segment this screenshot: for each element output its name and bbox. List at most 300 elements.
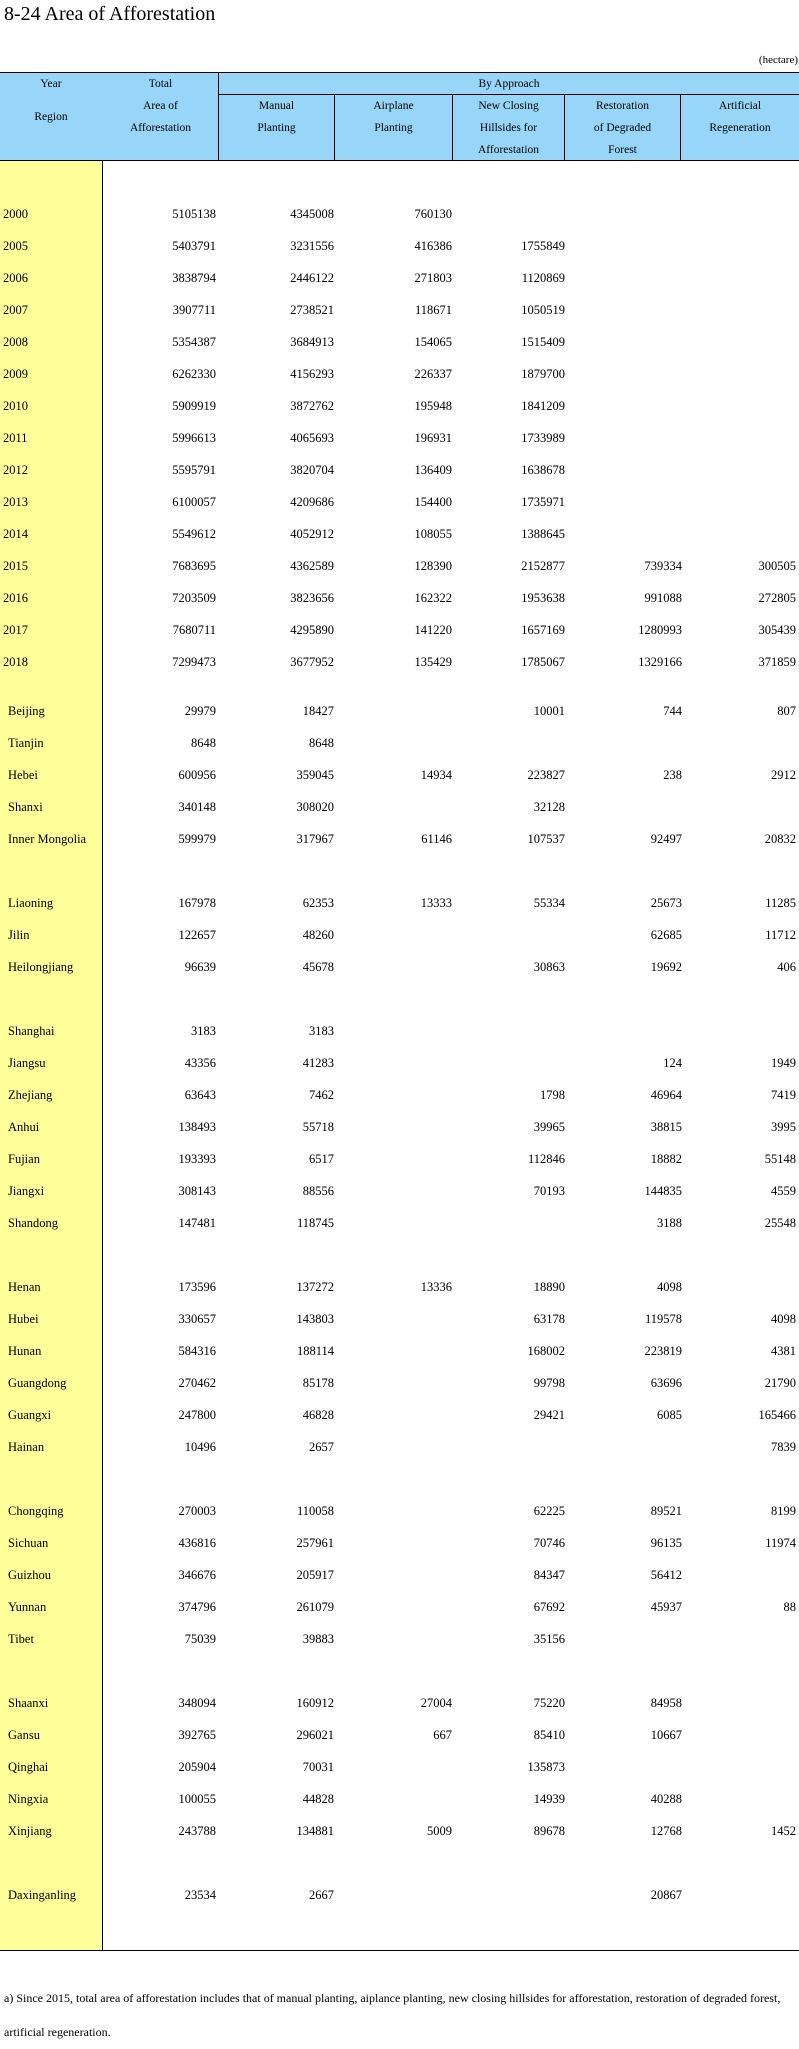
restoration-value: 991088 [644,591,682,605]
region-label: Xinjiang [8,1824,52,1838]
table-row [0,759,799,791]
table-header [0,72,799,161]
total-value: 3907711 [172,303,216,317]
total-value: 96639 [184,960,216,974]
airplane-value: 5009 [427,1824,452,1838]
region-label: Shandong [8,1216,58,1230]
closing-value: 14939 [533,1792,565,1806]
total-value: 6262330 [172,367,216,381]
manual-value: 2657 [309,1440,334,1454]
region-label: Henan [8,1280,41,1294]
table-row [0,1591,799,1623]
region-label: Yunnan [8,1600,47,1614]
header-rule [564,94,565,160]
manual-value: 2446122 [290,271,334,285]
closing-value: 1879700 [521,367,565,381]
manual-value: 85178 [302,1376,334,1390]
airplane-value: 162322 [414,591,452,605]
manual-value: 70031 [302,1760,334,1774]
year-label: 2013 [3,495,28,509]
year-label: 2014 [3,527,28,541]
artificial-value: 7419 [771,1088,796,1102]
table-row [0,646,799,678]
artificial-value: 3995 [771,1120,796,1134]
header-rule [218,73,219,160]
year-label: 2009 [3,367,28,381]
closing-value: 67692 [533,1600,565,1614]
total-value: 7683695 [172,559,216,573]
restoration-value: 96135 [650,1536,682,1550]
header-manual-line-1: Manual [258,100,295,112]
year-label: 2010 [3,399,28,413]
total-value: 100055 [178,1792,216,1806]
closing-value: 223827 [527,768,565,782]
header-artificial-line-1: Artificial [718,100,762,112]
total-value: 63643 [184,1088,216,1102]
region-label: Hainan [8,1440,45,1454]
total-value: 374796 [178,1600,216,1614]
table-row [0,1815,799,1847]
manual-value: 3820704 [290,463,334,477]
closing-value: 1515409 [521,335,565,349]
year-label: 2005 [3,239,28,253]
total-value: 7299473 [172,655,216,669]
table-row [0,1495,799,1527]
header-artificial-line-2: Regeneration [709,122,771,134]
header-artificial [681,95,799,139]
manual-value: 134881 [296,1824,334,1838]
artificial-value: 1452 [771,1824,796,1838]
restoration-value: 744 [663,704,682,718]
airplane-value: 141220 [414,623,452,637]
table-row [0,326,799,358]
total-value: 138493 [178,1120,216,1134]
header-closing-line-3: Afforestation [477,144,540,156]
restoration-value: 3188 [657,1216,682,1230]
total-value: 7203509 [172,591,216,605]
total-value: 29979 [184,704,216,718]
total-value: 173596 [178,1280,216,1294]
manual-value: 88556 [302,1184,334,1198]
airplane-value: 226337 [414,367,452,381]
total-value: 5403791 [172,239,216,253]
closing-value: 1953638 [521,591,565,605]
region-label: Jiangsu [8,1056,46,1070]
restoration-value: 20867 [650,1888,682,1902]
total-value: 584316 [178,1344,216,1358]
restoration-value: 238 [663,768,682,782]
region-label: Guangxi [8,1408,52,1422]
airplane-value: 27004 [420,1696,452,1710]
restoration-value: 119578 [644,1312,682,1326]
table-row [0,230,799,262]
table-row [0,823,799,855]
table-row [0,1335,799,1367]
total-value: 8648 [191,736,216,750]
header-year: Year [40,78,62,90]
airplane-value: 136409 [414,463,452,477]
region-label: Zhejiang [8,1088,53,1102]
region-label: Qinghai [8,1760,49,1774]
header-airplane-line-1: Airplane [373,100,414,112]
restoration-value: 45937 [650,1600,682,1614]
total-value: 599979 [178,832,216,846]
airplane-value: 667 [433,1728,452,1742]
unit-label: (hectare) [758,54,798,66]
table-row [0,1079,799,1111]
artificial-value: 300505 [758,559,796,573]
airplane-value: 128390 [414,559,452,573]
total-value: 193393 [178,1152,216,1166]
manual-value: 4295890 [290,623,334,637]
header-rule [680,94,681,160]
table-row [0,294,799,326]
manual-value: 3684913 [290,335,334,349]
total-value: 5996613 [172,431,216,445]
manual-value: 3183 [309,1024,334,1038]
artificial-value: 4381 [771,1344,796,1358]
table-row [0,1783,799,1815]
page-title: 8-24 Area of Afforestation [4,3,216,25]
header-airplane [335,95,452,139]
closing-value: 1657169 [521,623,565,637]
region-label: Tianjin [8,736,44,750]
manual-value: 44828 [302,1792,334,1806]
table-row [0,518,799,550]
closing-value: 107537 [527,832,565,846]
table-row [0,887,799,919]
artificial-value: 305439 [758,623,796,637]
manual-value: 3677952 [290,655,334,669]
closing-value: 168002 [527,1344,565,1358]
header-restoration-line-1: Restoration [595,100,650,112]
closing-value: 84347 [533,1568,565,1582]
restoration-value: 1329166 [638,655,682,669]
table-row [0,1879,799,1911]
region-label: Inner Mongolia [8,832,87,846]
airplane-value: 14934 [420,768,452,782]
closing-value: 55334 [533,896,565,910]
closing-value: 99798 [533,1376,565,1390]
table-row [0,1111,799,1143]
table-row [0,198,799,230]
total-value: 10496 [184,1440,216,1454]
manual-value: 160912 [296,1696,334,1710]
total-value: 205904 [178,1760,216,1774]
closing-value: 32128 [533,800,565,814]
table-row [0,791,799,823]
artificial-value: 807 [777,704,796,718]
manual-value: 62353 [302,896,334,910]
region-label: Fujian [8,1152,40,1166]
table-row [0,1399,799,1431]
region-label: Liaoning [8,896,54,910]
total-value: 348094 [178,1696,216,1710]
table-row [0,422,799,454]
closing-value: 10001 [533,704,565,718]
total-value: 247800 [178,1408,216,1422]
manual-value: 143803 [296,1312,334,1326]
total-value: 3838794 [172,271,216,285]
region-label: Hebei [8,768,38,782]
footnote: a) Since 2015, total area of afforestation includes that of manual planting, aiplance planting, new closing hillsides for afforestation, restoration of degraded forest, artificial regeneration. [4,1991,781,2039]
manual-value: 261079 [296,1600,334,1614]
region-label: Gansu [8,1728,40,1742]
table-row [0,1303,799,1335]
total-value: 75039 [184,1632,216,1646]
restoration-value: 739334 [644,559,682,573]
manual-value: 4345008 [290,207,334,221]
closing-value: 70193 [533,1184,565,1198]
region-label: Daxinganling [8,1888,77,1902]
total-value: 436816 [178,1536,216,1550]
total-value: 7680711 [172,623,216,637]
restoration-value: 19692 [650,960,682,974]
closing-value: 85410 [533,1728,565,1742]
table-row [0,1143,799,1175]
table-row [0,550,799,582]
closing-value: 39965 [533,1120,565,1134]
total-value: 600956 [178,768,216,782]
manual-value: 2738521 [290,303,334,317]
closing-value: 29421 [533,1408,565,1422]
restoration-value: 124 [663,1056,682,1070]
restoration-value: 84958 [650,1696,682,1710]
closing-value: 30863 [533,960,565,974]
closing-value: 1733989 [521,431,565,445]
total-value: 5595791 [172,463,216,477]
manual-value: 3823656 [290,591,334,605]
manual-value: 110058 [296,1504,334,1518]
region-label: Anhui [8,1120,40,1134]
airplane-value: 154400 [414,495,452,509]
table-row [0,1527,799,1559]
manual-value: 4065693 [290,431,334,445]
closing-value: 1638678 [521,463,565,477]
artificial-value: 21790 [764,1376,796,1390]
artificial-value: 2912 [771,768,796,782]
table-row [0,1431,799,1463]
year-label: 2011 [3,431,28,445]
header-total-line-2: Area of [143,100,178,112]
artificial-value: 11285 [765,896,796,910]
region-label: Heilongjiang [8,960,74,974]
restoration-value: 4098 [657,1280,682,1294]
artificial-value: 8199 [771,1504,796,1518]
manual-value: 7462 [309,1088,334,1102]
region-label: Guangdong [8,1376,67,1390]
manual-value: 48260 [302,928,334,942]
artificial-value: 1949 [771,1056,796,1070]
closing-value: 70746 [533,1536,565,1550]
artificial-value: 165466 [758,1408,796,1422]
manual-value: 41283 [302,1056,334,1070]
restoration-value: 18882 [650,1152,682,1166]
header-closing-line-2: Hillsides for [479,122,538,134]
manual-value: 55718 [302,1120,334,1134]
table-row [0,582,799,614]
artificial-value: 55148 [764,1152,796,1166]
table-row [0,727,799,759]
year-label: 2008 [3,335,28,349]
closing-value: 2152877 [521,559,565,573]
restoration-value: 56412 [650,1568,682,1582]
header-rule [452,94,453,160]
table-row [0,919,799,951]
total-value: 340148 [178,800,216,814]
airplane-value: 13336 [420,1280,452,1294]
year-label: 2017 [3,623,28,637]
table-row [0,1559,799,1591]
restoration-value: 25673 [650,896,682,910]
closing-value: 18890 [533,1280,565,1294]
table-row [0,1271,799,1303]
header-airplane-line-2: Planting [374,122,413,134]
airplane-value: 61146 [421,832,452,846]
closing-value: 1798 [540,1088,565,1102]
table-row [0,1047,799,1079]
total-value: 5354387 [172,335,216,349]
region-label: Tibet [8,1632,34,1646]
manual-value: 4052912 [290,527,334,541]
airplane-value: 13333 [420,896,452,910]
region-label: Ningxia [8,1792,49,1806]
table-row [0,1207,799,1239]
manual-value: 359045 [296,768,334,782]
manual-value: 3231556 [290,239,334,253]
year-label: 2012 [3,463,28,477]
total-value: 167978 [178,896,216,910]
table-row [0,358,799,390]
restoration-value: 144835 [644,1184,682,1198]
header-total-line-3: Afforestation [129,122,192,134]
artificial-value: 11712 [765,928,796,942]
manual-value: 118745 [296,1216,334,1230]
table-row [0,486,799,518]
region-label: Shanxi [8,800,43,814]
restoration-value: 62685 [650,928,682,942]
year-label: 2006 [3,271,28,285]
artificial-value: 4098 [771,1312,796,1326]
restoration-value: 10667 [650,1728,682,1742]
closing-value: 89678 [533,1824,565,1838]
region-label: Hubei [8,1312,39,1326]
artificial-value: 406 [777,960,796,974]
closing-value: 63178 [533,1312,565,1326]
total-value: 43356 [184,1056,216,1070]
total-value: 392765 [178,1728,216,1742]
total-value: 5909919 [172,399,216,413]
closing-value: 1388645 [521,527,565,541]
airplane-value: 416386 [414,239,452,253]
airplane-value: 271803 [414,271,452,285]
closing-value: 62225 [533,1504,565,1518]
closing-value: 1735971 [521,495,565,509]
manual-value: 296021 [296,1728,334,1742]
total-value: 6100057 [172,495,216,509]
total-value: 5549612 [172,527,216,541]
airplane-value: 118671 [414,303,452,317]
restoration-value: 89521 [650,1504,682,1518]
manual-value: 45678 [302,960,334,974]
manual-value: 317967 [296,832,334,846]
artificial-value: 7839 [771,1440,796,1454]
artificial-value: 371859 [758,655,796,669]
header-by-approach: By Approach [478,78,540,90]
manual-value: 4209686 [290,495,334,509]
table-row [0,695,799,727]
manual-value: 3872762 [290,399,334,413]
restoration-value: 92497 [650,832,682,846]
year-label: 2018 [3,655,28,669]
region-label: Hunan [8,1344,42,1358]
header-closing-line-1: New Closing [478,100,539,112]
manual-value: 257961 [296,1536,334,1550]
closing-value: 135873 [527,1760,565,1774]
header-manual-line-2: Planting [257,122,296,134]
region-label: Beijing [8,704,45,718]
table-row [0,1687,799,1719]
airplane-value: 196931 [414,431,452,445]
region-label: Sichuan [8,1536,49,1550]
manual-value: 137272 [296,1280,334,1294]
table-row [0,1367,799,1399]
table-row [0,1175,799,1207]
airplane-value: 760130 [414,207,452,221]
total-value: 147481 [178,1216,216,1230]
restoration-value: 1280993 [638,623,682,637]
year-label: 2000 [3,207,28,221]
region-label: Guizhou [8,1568,52,1582]
manual-value: 205917 [296,1568,334,1582]
total-value: 330657 [178,1312,216,1326]
artificial-value: 20832 [764,832,796,846]
table-row [0,1015,799,1047]
header-restoration-line-2: of Degraded [593,122,652,134]
region-label: Jiangxi [8,1184,45,1198]
closing-value: 1841209 [521,399,565,413]
artificial-value: 4559 [771,1184,796,1198]
closing-value: 35156 [533,1632,565,1646]
header-rule [334,94,335,160]
afforestation-table [0,72,799,1950]
table-row [0,454,799,486]
table-row [0,614,799,646]
table-row [0,1623,799,1655]
table-row [0,1719,799,1751]
total-value: 5105138 [172,207,216,221]
total-value: 270003 [178,1504,216,1518]
restoration-value: 12768 [650,1824,682,1838]
manual-value: 46828 [302,1408,334,1422]
closing-value: 1120869 [521,271,565,285]
header-manual [219,95,334,139]
closing-value: 112846 [527,1152,565,1166]
manual-value: 4156293 [290,367,334,381]
header-closing [453,95,564,161]
year-label: 2016 [3,591,28,605]
total-value: 308143 [178,1184,216,1198]
restoration-value: 6085 [657,1408,682,1422]
manual-value: 6517 [309,1152,334,1166]
restoration-value: 40288 [650,1792,682,1806]
artificial-value: 11974 [765,1536,796,1550]
manual-value: 39883 [302,1632,334,1646]
total-value: 243788 [178,1824,216,1838]
region-label: Shaanxi [8,1696,49,1710]
total-value: 3183 [191,1024,216,1038]
closing-value: 1785067 [521,655,565,669]
